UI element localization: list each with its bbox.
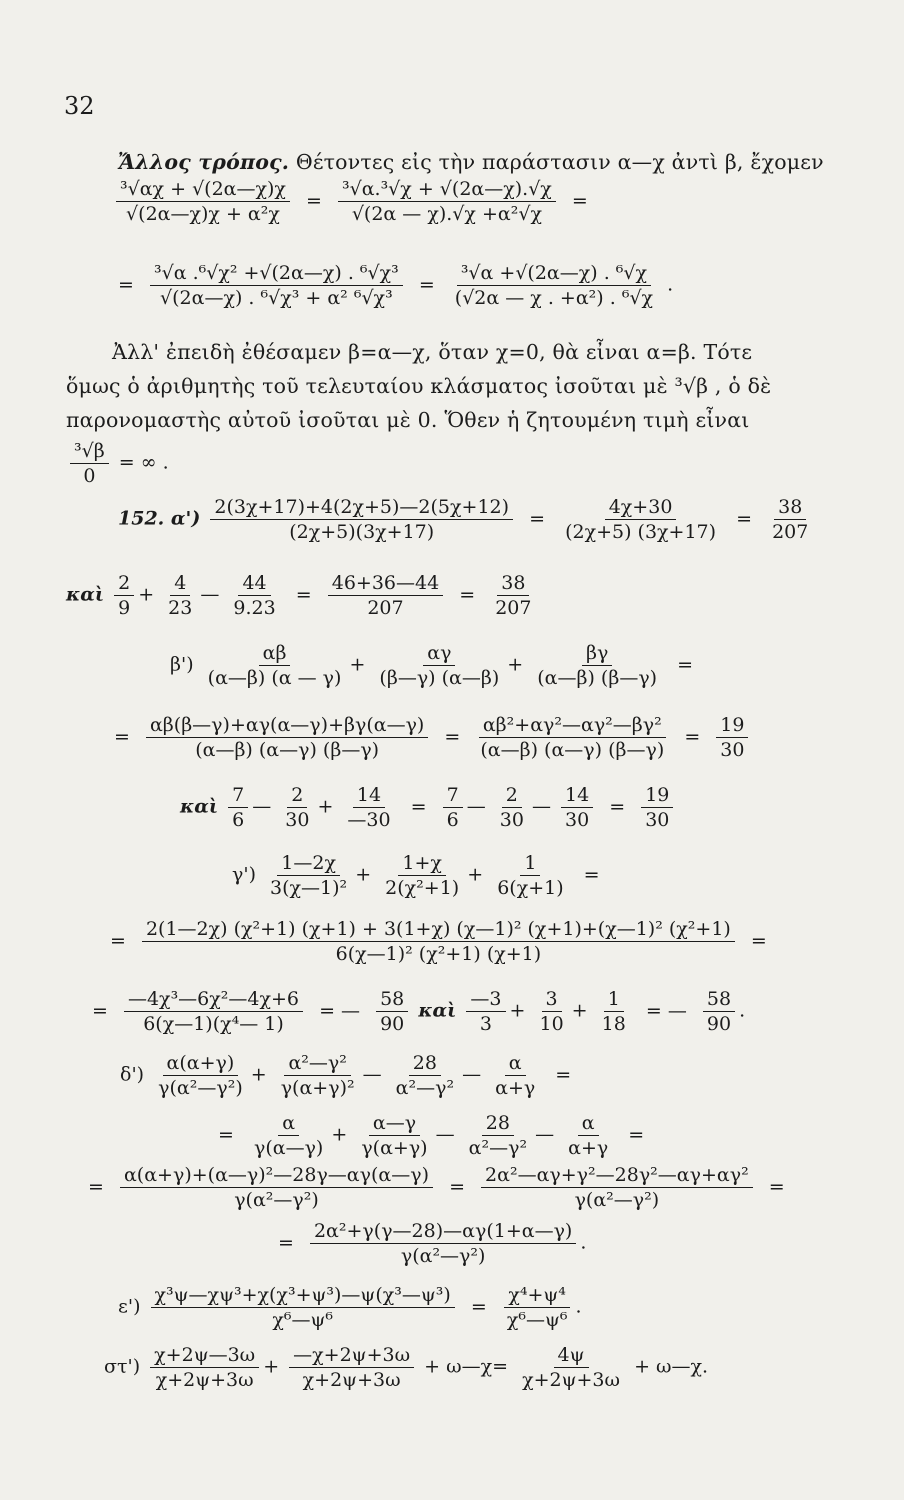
paragraph-line: ὅμως ὁ ἀριθμητὴς τοῦ τελευταίου κλάσματος ἰσοῦται μὲ ³√β , ὁ δὲ bbox=[66, 374, 772, 398]
paragraph-line: παρονομαστὴς αὐτοῦ ἰσοῦται μὲ 0. Ὅθεν ἡ ζητουμένη τιμὴ εἶναι bbox=[66, 408, 750, 432]
exercise-label: 152. α') bbox=[118, 507, 201, 530]
fraction: $\frac{4}{23}$ bbox=[168, 572, 193, 619]
fraction: $\frac{38}{207}$ bbox=[495, 572, 532, 619]
fraction: $\frac{\text{2(1—2χ) (χ²+1) (χ+1) + 3(1+χ) (χ—1)² (χ+1)+(χ—1)² (χ²+1)}}{\text{6(χ—1)² (χ²+1) (χ+1)}}$ bbox=[142, 918, 735, 965]
fraction: $\frac{\text{αβ²+αγ²—αγ²—βγ²}}{(\alpha—\beta) (\alpha—\gamma) (\beta—\gamma)}$ bbox=[480, 714, 665, 761]
exercise-label: β') bbox=[170, 653, 194, 676]
fraction: $\frac{4\chi+30}{(2\chi+5) (3\chi+17)}$ bbox=[565, 496, 717, 543]
fraction: $\frac{1}{6(\chi+1)}$ bbox=[497, 852, 564, 899]
fraction: $\frac{4\psi}{\chi+2\psi+3\omega}$ bbox=[522, 1344, 621, 1391]
exercise-st-line: στ') $\frac{\chi+2\psi—3\omega}{\chi+2\psi+3\omega}$ + $\frac{—\chi+2\psi+3\omega}{\chi+2\psi+3\omega}$ + ω—χ= $\frac{4\psi}{\chi+2\psi+3\omega}$ + ω—χ. bbox=[104, 1344, 709, 1391]
fraction: $\frac{58}{90}$ bbox=[376, 988, 408, 1035]
fraction: $\frac{\text{³√α .⁶√χ² +√(2α—χ) . ⁶√χ³}}{\text{√(2α—χ) . ⁶√χ³ + α² ⁶√χ³}}$ bbox=[150, 262, 403, 309]
fraction: $\frac{\text{³√α.³√χ + √(2α—χ).√χ}}{\text{√(2α — χ).√χ +α²√χ}}$ bbox=[338, 178, 556, 225]
page-number: 32 bbox=[64, 92, 95, 120]
fraction: $\frac{14}{30}$ bbox=[561, 784, 593, 831]
limit-expression: $\frac{\text{³√β}}{0}$ = ∞ . bbox=[66, 440, 169, 487]
fraction: $\frac{2(3\chi+17)+4(2\chi+5)—2(5\chi+12)}{(2\chi+5)(3\chi+17)}$ bbox=[210, 496, 513, 543]
fraction: $\frac{\alpha\beta}{(\alpha—\beta) (\alpha — \gamma)}$ bbox=[207, 642, 342, 689]
exercise-c-line-3: = $\frac{\text{—4χ³—6χ²—4χ+6}}{\text{6(χ—1)(χ⁴— 1)}}$ = — $\frac{58}{90}$ καὶ $\frac{—3}{3}$ + $\frac{3}{10}$ + $\frac{1}{18}$ = — $\frac{58}{90}$ . bbox=[92, 988, 746, 1035]
exercise-b-line-1: β') $\frac{\alpha\beta}{(\alpha—\beta) (\alpha — \gamma)}$ + $\frac{\alpha\gamma}{(\beta—\gamma) (\alpha—\beta)}$ + $\frac{\beta\gamma}{(\alpha—\beta) (\beta—\gamma)}$ = bbox=[170, 642, 694, 689]
fraction: $\frac{58}{90}$ bbox=[703, 988, 735, 1035]
exercise-d-line-2: = $\frac{\alpha}{\gamma(\alpha—\gamma)}$ + $\frac{\alpha—\gamma}{\gamma(\alpha+\gamma)}$ — $\frac{28}{\text{α²—γ²}}$ — $\frac{\alpha}{\alpha+\gamma}$ = bbox=[218, 1112, 645, 1159]
exercise-c-line-1: γ') $\frac{1—2\chi}{\text{3(χ—1)²}}$ + $\frac{1+\chi}{\text{2(χ²+1)}}$ + $\frac{1}{6(\chi+1)}$ = bbox=[232, 852, 600, 899]
fraction: $\frac{—3}{3}$ bbox=[466, 988, 505, 1035]
fraction: $\frac{\text{³√α +√(2α—χ) . ⁶√χ}}{\text{(√2α — χ . +α²) . ⁶√χ}}$ bbox=[454, 262, 654, 309]
fraction: $\frac{3}{10}$ bbox=[539, 988, 564, 1035]
exercise-152a: 152. α') $\frac{2(3\chi+17)+4(2\chi+5)—2(5\chi+12)}{(2\chi+5)(3\chi+17)}$ = $\frac{4\chi+30}{(2\chi+5) (3\chi+17)}$ = $\frac{38}{207}$ bbox=[118, 496, 816, 543]
equation-2: = $\frac{\text{³√α .⁶√χ² +√(2α—χ) . ⁶√χ³}}{\text{√(2α—χ) . ⁶√χ³ + α² ⁶√χ³}}$ = $\frac{\text{³√α +√(2α—χ) . ⁶√χ}}{\text{(√2α — χ . +α²) . ⁶√χ}}$ . bbox=[118, 262, 674, 309]
fraction: $\frac{14}{—30}$ bbox=[347, 784, 391, 831]
exercise-b-line-2: = $\frac{\alpha\beta(\beta—\gamma)+\alpha\gamma(\alpha—\gamma)+\beta\gamma(\alpha—\gamma)}{(\alpha—\beta) (\alpha—\gamma) (\beta—\gamma)}$ = $\frac{\text{αβ²+αγ²—αγ²—βγ²}}{(\alpha—\beta) (\alpha—\gamma) (\beta—\gamma)}$ = $\frac{19}{30}$ bbox=[108, 714, 752, 761]
fraction: $\frac{1—2\chi}{\text{3(χ—1)²}}$ bbox=[270, 852, 348, 899]
equation-1: $\frac{\text{³√αχ + √(2α—χ)χ}}{\text{√(2α—χ)χ + α²χ}}$ = $\frac{\text{³√α.³√χ + √(2α—χ).√χ}}{\text{√(2α — χ).√χ +α²√χ}}$ = bbox=[112, 178, 594, 225]
fraction: $\frac{\alpha(\alpha+\gamma)}{\text{γ(α²—γ²)}}$ bbox=[158, 1052, 243, 1099]
fraction: $\frac{\text{³√β}}{0}$ bbox=[70, 440, 109, 487]
fraction: $\frac{\alpha—\gamma}{\gamma(\alpha+\gamma)}$ bbox=[361, 1112, 428, 1159]
fraction: $\frac{1+\chi}{\text{2(χ²+1)}}$ bbox=[385, 852, 460, 899]
fraction: $\frac{\text{α(α+γ)+(α—γ)²—28γ—αγ(α—γ)}}{\text{γ(α²—γ²)}}$ bbox=[120, 1164, 433, 1211]
allos-label: Ἄλλος τρόπος. bbox=[118, 150, 290, 174]
fraction: $\frac{\text{2α²+γ(γ—28)—αγ(1+α—γ)}}{\text{γ(α²—γ²)}}$ bbox=[310, 1220, 576, 1267]
fraction: $\frac{38}{207}$ bbox=[772, 496, 809, 543]
fraction: $\frac{\text{³√αχ + √(2α—χ)χ}}{\text{√(2α—χ)χ + α²χ}}$ bbox=[116, 178, 290, 225]
fraction: $\frac{2}{30}$ bbox=[285, 784, 310, 831]
fraction: $\frac{1}{18}$ bbox=[601, 988, 626, 1035]
exercise-d-line-3: = $\frac{\text{α(α+γ)+(α—γ)²—28γ—αγ(α—γ)}}{\text{γ(α²—γ²)}}$ = $\frac{\text{2α²—αγ+γ²—28γ²—αγ+αγ²}}{\text{γ(α²—γ²)}}$ = bbox=[88, 1164, 785, 1211]
check-line-2: καὶ $\frac{7}{6}$ — $\frac{2}{30}$ + $\frac{14}{—30}$ = $\frac{7}{6}$ — $\frac{2}{30}$ — $\frac{14}{30}$ = $\frac{19}{30}$ bbox=[180, 784, 677, 831]
exercise-label: ε') bbox=[118, 1295, 141, 1318]
fraction: $\frac{\alpha\beta(\beta—\gamma)+\alpha\gamma(\alpha—\gamma)+\beta\gamma(\alpha—\gamma)}{(\alpha—\beta) (\alpha—\gamma) (\beta—\gamma)}$ bbox=[146, 714, 428, 761]
fraction: $\frac{\text{α²—γ²}}{\text{γ(α+γ)²}}$ bbox=[280, 1052, 355, 1099]
check-line-1: καὶ $\frac{2}{9}$ + $\frac{4}{23}$ — $\frac{44}{9.23}$ = $\frac{46+36—44}{207}$ = $\frac{38}{207}$ bbox=[66, 572, 539, 619]
fraction: $\frac{\alpha}{\alpha+\gamma}$ bbox=[568, 1112, 609, 1159]
fraction: $\frac{2}{9}$ bbox=[114, 572, 134, 619]
fraction: $\frac{7}{6}$ bbox=[228, 784, 248, 831]
paragraph-line: Ἀλλ' ἐπειδὴ ἐθέσαμεν β=α—χ, ὅταν χ=0, θὰ εἶναι α=β. Τότε bbox=[112, 340, 753, 364]
fraction: $\frac{\text{χ⁴+ψ⁴}}{\text{χ⁶—ψ⁶}}$ bbox=[503, 1284, 572, 1331]
fraction: $\frac{\alpha\gamma}{(\beta—\gamma) (\alpha—\beta)}$ bbox=[379, 642, 500, 689]
fraction: $\frac{19}{30}$ bbox=[641, 784, 673, 831]
fraction: $\frac{\beta\gamma}{(\alpha—\beta) (\beta—\gamma)}$ bbox=[537, 642, 658, 689]
exercise-label: δ') bbox=[120, 1063, 145, 1086]
exercise-c-line-2: = $\frac{\text{2(1—2χ) (χ²+1) (χ+1) + 3(1+χ) (χ—1)² (χ+1)+(χ—1)² (χ²+1)}}{\text{6(χ—1)² (χ²+1) (χ+1)}}$ = bbox=[110, 918, 767, 965]
fraction: $\frac{46+36—44}{207}$ bbox=[328, 572, 443, 619]
fraction: $\frac{\text{2α²—αγ+γ²—28γ²—αγ+αγ²}}{\text{γ(α²—γ²)}}$ bbox=[481, 1164, 753, 1211]
fraction: $\frac{\text{χ³ψ—χψ³+χ(χ³+ψ³)—ψ(χ³—ψ³)}}{\text{χ⁶—ψ⁶}}$ bbox=[151, 1284, 455, 1331]
exercise-d-line-4: = $\frac{\text{2α²+γ(γ—28)—αγ(1+α—γ)}}{\text{γ(α²—γ²)}}$ . bbox=[278, 1220, 587, 1267]
fraction: $\frac{\chi+2\psi—3\omega}{\chi+2\psi+3\omega}$ bbox=[150, 1344, 259, 1391]
intro-text: Θέτοντες εἰς τὴν παράστασιν α—χ ἀντὶ β, ἔχομεν bbox=[295, 150, 824, 174]
fraction: $\frac{\alpha}{\gamma(\alpha—\gamma)}$ bbox=[253, 1112, 324, 1159]
fraction: $\frac{7}{6}$ bbox=[443, 784, 463, 831]
fraction: $\frac{19}{30}$ bbox=[716, 714, 748, 761]
fraction: $\frac{\alpha}{\alpha+\gamma}$ bbox=[495, 1052, 536, 1099]
exercise-label: στ') bbox=[104, 1355, 141, 1378]
fraction: $\frac{—\chi+2\psi+3\omega}{\chi+2\psi+3\omega}$ bbox=[289, 1344, 414, 1391]
fraction: $\frac{28}{\text{α²—γ²}}$ bbox=[395, 1052, 455, 1099]
intro-line bbox=[118, 150, 824, 174]
fraction: $\frac{2}{30}$ bbox=[499, 784, 524, 831]
exercise-e-line: ε') $\frac{\text{χ³ψ—χψ³+χ(χ³+ψ³)—ψ(χ³—ψ³)}}{\text{χ⁶—ψ⁶}}$ = $\frac{\text{χ⁴+ψ⁴}}{\text{χ⁶—ψ⁶}}$ . bbox=[118, 1284, 582, 1331]
exercise-label: γ') bbox=[232, 863, 256, 886]
exercise-d-line-1: δ') $\frac{\alpha(\alpha+\gamma)}{\text{γ(α²—γ²)}}$ + $\frac{\text{α²—γ²}}{\text{γ(α+γ)²}}$ — $\frac{28}{\text{α²—γ²}}$ — $\frac{\alpha}{\alpha+\gamma}$ = bbox=[120, 1052, 572, 1099]
fraction: $\frac{\text{—4χ³—6χ²—4χ+6}}{\text{6(χ—1)(χ⁴— 1)}}$ bbox=[124, 988, 303, 1035]
fraction: $\frac{28}{\text{α²—γ²}}$ bbox=[468, 1112, 528, 1159]
fraction: $\frac{44}{9.23}$ bbox=[233, 572, 276, 619]
